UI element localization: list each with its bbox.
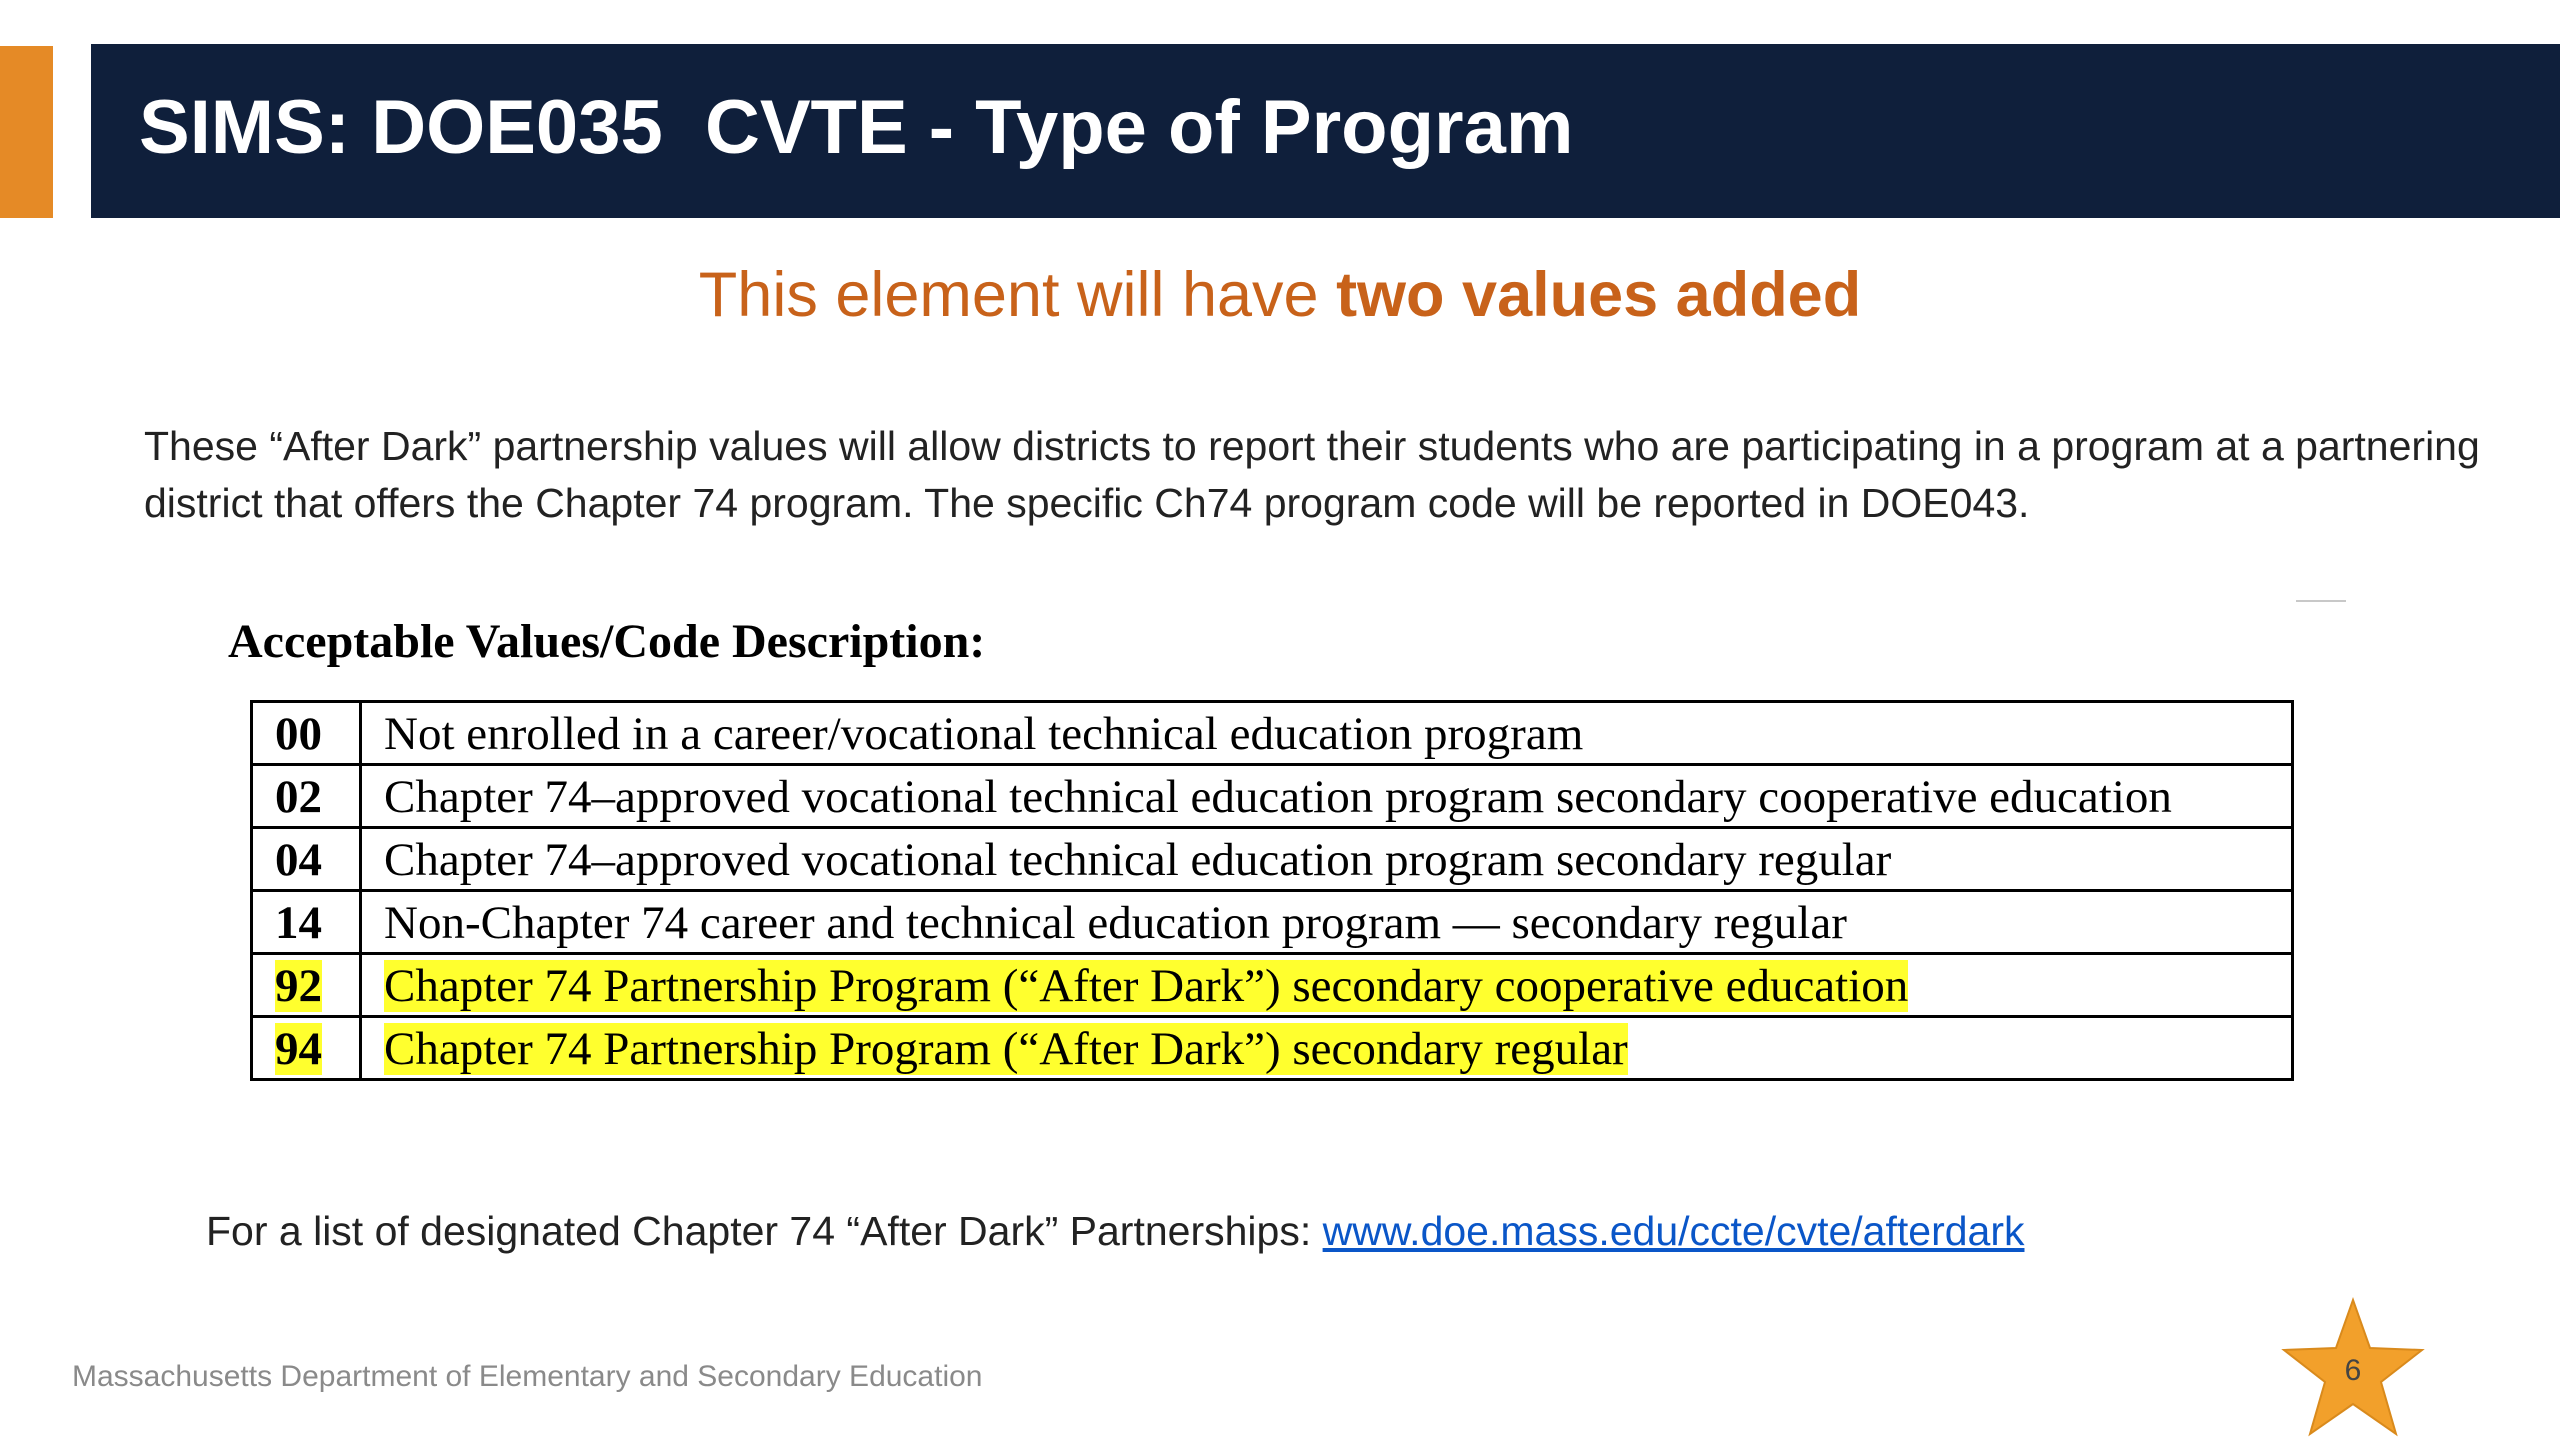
link-prefix: For a list of designated Chapter 74 “After Dark” Partnerships: (206, 1208, 1323, 1254)
afterdark-link[interactable]: www.doe.mass.edu/ccte/cvte/afterdark (1322, 1208, 2025, 1254)
description-cell (361, 891, 2293, 954)
description-paragraph: These “After Dark” partnership values will allow districts to report their students who are participating in a program at a partnering district that offers the Chapter 74 program. The specific Ch74 program code will be reported in DOE043. (144, 423, 2480, 526)
code-value: 02 (275, 771, 322, 823)
footer-text: Massachusetts Department of Elementary and Secondary Education (72, 1360, 983, 1393)
description-cell (361, 765, 2293, 828)
accent-bar (0, 46, 53, 218)
code-cell (252, 1017, 361, 1080)
code-description: Non-Chapter 74 career and technical education program — secondary regular (384, 897, 1847, 949)
code-value: 00 (275, 708, 322, 760)
description-cell (361, 702, 2293, 765)
table-heading: Acceptable Values/Code Description: (228, 615, 986, 668)
code-value: 14 (275, 897, 322, 949)
slide-subtitle (0, 258, 2560, 334)
description-cell (361, 828, 2293, 891)
code-cell (252, 765, 361, 828)
code-description: Not enrolled in a career/vocational technical education program (384, 708, 1584, 760)
code-value-highlighted: 94 (275, 1023, 322, 1075)
page-number: 6 (2344, 1354, 2362, 1387)
code-description: Chapter 74–approved vocational technical education program secondary cooperative education (384, 771, 2172, 823)
table-row (252, 1017, 2293, 1080)
code-cell (252, 702, 361, 765)
title-bar (91, 44, 2560, 218)
table-row (252, 702, 2293, 765)
code-table (250, 700, 2294, 1081)
code-description-highlighted: Chapter 74 Partnership Program (“After Dark”) secondary regular (384, 1023, 1628, 1075)
slide-title: SIMS: DOE035 CVTE - Type of Program (139, 85, 1574, 170)
table-row (252, 765, 2293, 828)
table-row (252, 828, 2293, 891)
code-value-highlighted: 92 (275, 960, 322, 1012)
description-cell (361, 1017, 2293, 1080)
code-description: Chapter 74–approved vocational technical education program secondary regular (384, 834, 1892, 886)
table-row (252, 891, 2293, 954)
code-description-highlighted: Chapter 74 Partnership Program (“After Dark”) secondary cooperative education (384, 960, 1909, 1012)
description-cell (361, 954, 2293, 1017)
code-cell (252, 954, 361, 1017)
decorative-line (2296, 600, 2346, 602)
subtitle-prefix: This element will have (698, 260, 1337, 330)
code-cell (252, 828, 361, 891)
code-value: 04 (275, 834, 322, 886)
link-line (206, 1208, 2024, 1255)
subtitle-emphasis: two values added (1336, 260, 1862, 330)
table-row (252, 954, 2293, 1017)
code-cell (252, 891, 361, 954)
